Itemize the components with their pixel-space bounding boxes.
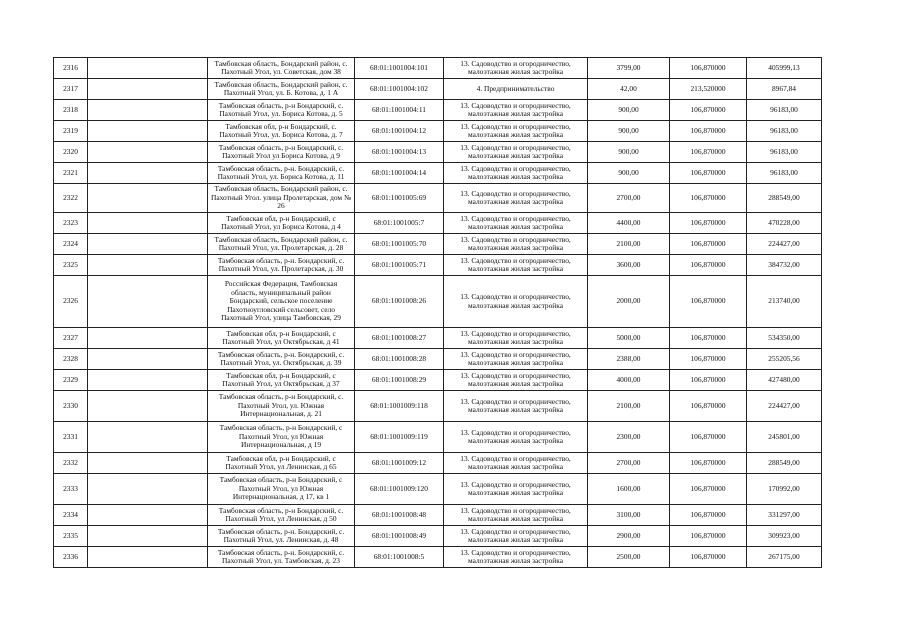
row-permitted-use: 13. Садоводство и огородничество, малоэтажная жилая застройка: [444, 142, 588, 163]
row-address: Тамбовская область, р-н. Бондарский, с. Пахотный Угол, ул. Бориса Котова, д. 11: [208, 163, 355, 184]
table-row: [54, 349, 822, 370]
row-address: Тамбовская обл, р-н Бондарский, с Пахотный Угол, ул Октябрьская, д 37: [208, 370, 355, 391]
row-cadastral-cost: 255205,56: [747, 349, 822, 370]
row-rate: 106,870000: [670, 422, 747, 453]
row-gap: [88, 526, 208, 547]
row-rate: 106,870000: [670, 234, 747, 255]
row-area: 2000,00: [588, 276, 670, 328]
row-area: 2500,00: [588, 547, 670, 568]
row-cadastral-cost: 96183,00: [747, 100, 822, 121]
row-rate: 106,870000: [670, 349, 747, 370]
table-row: [54, 100, 822, 121]
row-gap: [88, 184, 208, 213]
table-row: [54, 142, 822, 163]
row-gap: [88, 234, 208, 255]
row-area: 2100,00: [588, 234, 670, 255]
table-row: [54, 184, 822, 213]
row-address: Тамбовская область, Бондарский район, с. Пахотный Угол. улица Пролетарская, дом № 26: [208, 184, 355, 213]
row-address: Тамбовская область, р-н Бондарский, с Пахотный Угол, ул Южная Интернациональная, д 17, кв 1: [208, 474, 355, 505]
table-row: [54, 474, 822, 505]
table-row: [54, 328, 822, 349]
row-gap: [88, 422, 208, 453]
row-permitted-use: 13. Садоводство и огородничество, малоэтажная жилая застройка: [444, 213, 588, 234]
row-address: Тамбовская обл, р-н Бондарский, с Пахотный Угол, ул Октябрьская, д 41: [208, 328, 355, 349]
row-cadastral-cost: 405999,13: [747, 58, 822, 79]
row-rate: 106,870000: [670, 100, 747, 121]
row-permitted-use: 13. Садоводство и огородничество, малоэтажная жилая застройка: [444, 163, 588, 184]
row-gap: [88, 276, 208, 328]
row-cadastral-number: 68:01:1001008:48: [355, 505, 444, 526]
row-cadastral-cost: 534350,00: [747, 328, 822, 349]
row-area: 900,00: [588, 163, 670, 184]
row-address: Тамбовская обл, р-н Бондарский, с Пахотный Угол, ул Ленинская, д 65: [208, 453, 355, 474]
row-permitted-use: 13. Садоводство и огородничество, малоэтажная жилая застройка: [444, 276, 588, 328]
row-area: 4400,00: [588, 213, 670, 234]
row-cadastral-number: 68:01:1001004:14: [355, 163, 444, 184]
row-cadastral-number: 68:01:1001004:101: [355, 58, 444, 79]
table-row: [54, 58, 822, 79]
row-gap: [88, 349, 208, 370]
table-row: [54, 526, 822, 547]
row-address: Тамбовская область, р-н Бондарский, с. Пахотный Угол, ул Ленинская, д 50: [208, 505, 355, 526]
row-cadastral-cost: 267175,00: [747, 547, 822, 568]
row-permitted-use: 13. Садоводство и огородничество, малоэтажная жилая застройка: [444, 349, 588, 370]
row-number: 2323: [54, 213, 88, 234]
row-number: 2317: [54, 79, 88, 100]
row-cadastral-number: 68:01:1001005:69: [355, 184, 444, 213]
row-cadastral-cost: 309923,00: [747, 526, 822, 547]
row-cadastral-cost: 288549,00: [747, 453, 822, 474]
row-address: Тамбовская обл, р-н Бондарский, с. Пахотный Угол, ул. Бориса Котова, д. 7: [208, 121, 355, 142]
row-rate: 106,870000: [670, 474, 747, 505]
row-permitted-use: 13. Садоводство и огородничество, малоэтажная жилая застройка: [444, 547, 588, 568]
row-cadastral-number: 68:01:1001009:118: [355, 391, 444, 422]
row-rate: 106,870000: [670, 505, 747, 526]
row-gap: [88, 370, 208, 391]
row-number: 2324: [54, 234, 88, 255]
row-rate: 106,870000: [670, 142, 747, 163]
row-cadastral-cost: 213740,00: [747, 276, 822, 328]
row-cadastral-cost: 331297,00: [747, 505, 822, 526]
table-row: [54, 391, 822, 422]
row-permitted-use: 13. Садоводство и огородничество, малоэтажная жилая застройка: [444, 474, 588, 505]
cadastral-value-table: [53, 57, 822, 568]
row-cadastral-number: 68:01:1001004:12: [355, 121, 444, 142]
row-permitted-use: 13. Садоводство и огородничество, малоэтажная жилая застройка: [444, 526, 588, 547]
table-row: [54, 234, 822, 255]
row-gap: [88, 255, 208, 276]
row-number: 2334: [54, 505, 88, 526]
row-cadastral-cost: 288549,00: [747, 184, 822, 213]
row-number: 2325: [54, 255, 88, 276]
row-number: 2336: [54, 547, 88, 568]
row-cadastral-number: 68:01:1001004:13: [355, 142, 444, 163]
row-number: 2319: [54, 121, 88, 142]
row-number: 2332: [54, 453, 88, 474]
row-number: 2316: [54, 58, 88, 79]
row-address: Тамбовская область, р-н Бондарский, с. Пахотный Угол, ул. Бориса Котова, д. 5: [208, 100, 355, 121]
row-rate: 106,870000: [670, 213, 747, 234]
row-area: 3100,00: [588, 505, 670, 526]
row-cadastral-cost: 96183,00: [747, 121, 822, 142]
row-number: 2322: [54, 184, 88, 213]
row-gap: [88, 163, 208, 184]
row-cadastral-cost: 170992,00: [747, 474, 822, 505]
row-permitted-use: 13. Садоводство и огородничество, малоэтажная жилая застройка: [444, 100, 588, 121]
row-address: Тамбовская область, р-н. Бондарский, с. Пахотный Угол, ул. Ленинская, д. 48: [208, 526, 355, 547]
table-row: [54, 276, 822, 328]
table-row: [54, 422, 822, 453]
row-number: 2333: [54, 474, 88, 505]
row-gap: [88, 505, 208, 526]
table-row: [54, 163, 822, 184]
row-cadastral-number: 68:01:1001008:26: [355, 276, 444, 328]
row-rate: 106,870000: [670, 163, 747, 184]
row-rate: 106,870000: [670, 121, 747, 142]
row-number: 2320: [54, 142, 88, 163]
row-address: Тамбовская область, Бондарский район, с. Пахотный Угол, ул. Советская, дом 38: [208, 58, 355, 79]
row-cadastral-number: 68:01:1001005:70: [355, 234, 444, 255]
row-permitted-use: 13. Садоводство и огородничество, малоэтажная жилая застройка: [444, 121, 588, 142]
row-rate: 106,870000: [670, 391, 747, 422]
row-number: 2328: [54, 349, 88, 370]
row-cadastral-cost: 96183,00: [747, 163, 822, 184]
row-cadastral-cost: 224427,00: [747, 391, 822, 422]
row-cadastral-cost: 224427,00: [747, 234, 822, 255]
row-cadastral-cost: 8967,84: [747, 79, 822, 100]
row-area: 42,00: [588, 79, 670, 100]
row-area: 1600,00: [588, 474, 670, 505]
row-permitted-use: 13. Садоводство и огородничество, малоэтажная жилая застройка: [444, 184, 588, 213]
row-permitted-use: 13. Садоводство и огородничество, малоэтажная жилая застройка: [444, 255, 588, 276]
table-row: [54, 121, 822, 142]
row-cadastral-number: 68:01:1001008:5: [355, 547, 444, 568]
row-address: Тамбовская область, р-н. Бондарский, с. Пахотный Угол, ул. Октябрьская, д. 39: [208, 349, 355, 370]
row-address: Тамбовская область, Бондарский район, с. Пахотный Угол, ул. Б. Котова, д. 1 А: [208, 79, 355, 100]
row-address: Тамбовская область, р-н. Бондарский, с. Пахотный Угол, ул. Пролетарская, д. 30: [208, 255, 355, 276]
row-number: 2329: [54, 370, 88, 391]
row-cadastral-cost: 427480,00: [747, 370, 822, 391]
row-cadastral-number: 68:01:1001009:12: [355, 453, 444, 474]
row-gap: [88, 79, 208, 100]
row-address: Тамбовская область, р-н. Бондарский, с. Пахотный Угол, ул. Тамбовская, д. 23: [208, 547, 355, 568]
row-address: Тамбовская обл, р-н Бондарский, с Пахотный Угол, ул Бориса Котова, д 4: [208, 213, 355, 234]
row-permitted-use: 13. Садоводство и огородничество, малоэтажная жилая застройка: [444, 453, 588, 474]
row-rate: 106,870000: [670, 58, 747, 79]
row-area: 3600,00: [588, 255, 670, 276]
table-row: [54, 547, 822, 568]
row-number: 2330: [54, 391, 88, 422]
row-area: 900,00: [588, 100, 670, 121]
row-area: 900,00: [588, 142, 670, 163]
row-cadastral-cost: 96183,00: [747, 142, 822, 163]
row-address: Тамбовская область, р-н Бондарский, с. Пахотный Угол, ул. Южная Интернациональная, д. 21: [208, 391, 355, 422]
row-number: 2327: [54, 328, 88, 349]
table-row: [54, 213, 822, 234]
row-permitted-use: 13. Садоводство и огородничество, малоэтажная жилая застройка: [444, 505, 588, 526]
row-permitted-use: 13. Садоводство и огородничество, малоэтажная жилая застройка: [444, 422, 588, 453]
row-address: Тамбовская область, Бондарский район, с. Пахотный Угол, ул. Пролетарская, д. 28: [208, 234, 355, 255]
row-number: 2331: [54, 422, 88, 453]
row-gap: [88, 121, 208, 142]
table-row: [54, 79, 822, 100]
table-row: [54, 370, 822, 391]
row-area: 3799,00: [588, 58, 670, 79]
row-rate: 106,870000: [670, 328, 747, 349]
row-permitted-use: 4. Предпринимательство: [444, 79, 588, 100]
row-gap: [88, 213, 208, 234]
row-area: 900,00: [588, 121, 670, 142]
row-cadastral-cost: 384732,00: [747, 255, 822, 276]
row-address: Тамбовская область, р-н Бондарский, с. Пахотный Угол ул Бориса Котова, д 9: [208, 142, 355, 163]
row-rate: 106,870000: [670, 276, 747, 328]
row-number: 2335: [54, 526, 88, 547]
row-gap: [88, 100, 208, 121]
row-rate: 213,520000: [670, 79, 747, 100]
row-area: 2300,00: [588, 422, 670, 453]
row-number: 2326: [54, 276, 88, 328]
row-gap: [88, 547, 208, 568]
table-row: [54, 453, 822, 474]
row-area: 2700,00: [588, 453, 670, 474]
row-gap: [88, 391, 208, 422]
row-rate: 106,870000: [670, 526, 747, 547]
row-cadastral-cost: 245801,00: [747, 422, 822, 453]
row-area: 2388,00: [588, 349, 670, 370]
row-rate: 106,870000: [670, 453, 747, 474]
table-row: [54, 505, 822, 526]
row-permitted-use: 13. Садоводство и огородничество, малоэтажная жилая застройка: [444, 58, 588, 79]
row-address: Российская Федерация, Тамбовская область, муниципальный район Бондарский, сельское поселение Пахотноугловский сельсовет, село Пахотный Угол, улица Тамбовская, 29: [208, 276, 355, 328]
row-area: 4000,00: [588, 370, 670, 391]
row-cadastral-number: 68:01:1001009:120: [355, 474, 444, 505]
row-number: 2321: [54, 163, 88, 184]
row-cadastral-number: 68:01:1001005:71: [355, 255, 444, 276]
row-rate: 106,870000: [670, 547, 747, 568]
row-permitted-use: 13. Садоводство и огородничество, малоэтажная жилая застройка: [444, 328, 588, 349]
row-area: 2100,00: [588, 391, 670, 422]
row-cadastral-number: 68:01:1001004:11: [355, 100, 444, 121]
row-address: Тамбовская область, р-н Бондарский, с Пахотный Угол, ул Южная Интернациональная, д 19: [208, 422, 355, 453]
row-area: 2900,00: [588, 526, 670, 547]
row-area: 2700,00: [588, 184, 670, 213]
row-permitted-use: 13. Садоводство и огородничество, малоэтажная жилая застройка: [444, 234, 588, 255]
row-cadastral-cost: 470228,00: [747, 213, 822, 234]
row-cadastral-number: 68:01:1001009:119: [355, 422, 444, 453]
row-gap: [88, 453, 208, 474]
row-rate: 106,870000: [670, 184, 747, 213]
row-gap: [88, 474, 208, 505]
table-body: [54, 58, 822, 568]
row-gap: [88, 58, 208, 79]
row-cadastral-number: 68:01:1001008:49: [355, 526, 444, 547]
row-rate: 106,870000: [670, 370, 747, 391]
row-gap: [88, 328, 208, 349]
row-cadastral-number: 68:01:1001008:28: [355, 349, 444, 370]
row-permitted-use: 13. Садоводство и огородничество, малоэтажная жилая застройка: [444, 391, 588, 422]
row-cadastral-number: 68:01:1001008:27: [355, 328, 444, 349]
row-permitted-use: 13. Садоводство и огородничество, малоэтажная жилая застройка: [444, 370, 588, 391]
row-cadastral-number: 68:01:1001008:29: [355, 370, 444, 391]
row-number: 2318: [54, 100, 88, 121]
row-area: 5000,00: [588, 328, 670, 349]
table-row: [54, 255, 822, 276]
row-gap: [88, 142, 208, 163]
row-cadastral-number: 68:01:1001005:7: [355, 213, 444, 234]
row-cadastral-number: 68:01:1001004:102: [355, 79, 444, 100]
row-rate: 106,870000: [670, 255, 747, 276]
